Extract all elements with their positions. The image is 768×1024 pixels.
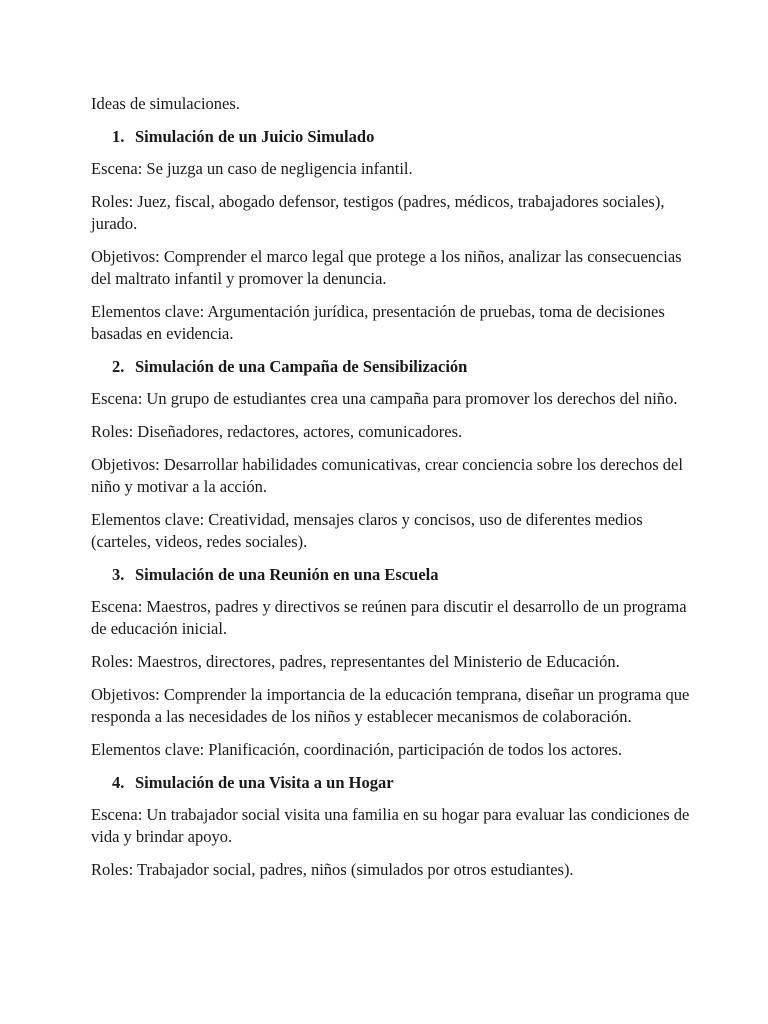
key-elements-paragraph: Elementos clave: Argumentación jurídica, presentación de pruebas, toma de decisiones basadas en evidencia.: [91, 302, 665, 343]
section-number: 2.: [112, 357, 125, 376]
section-title: Simulación de un Juicio Simulado: [135, 127, 375, 146]
roles-paragraph: Roles: Maestros, directores, padres, representantes del Ministerio de Educación.: [91, 652, 620, 671]
section-number: 4.: [112, 773, 125, 792]
scene-paragraph: Escena: Se juzga un caso de negligencia infantil.: [91, 159, 413, 178]
section-title: Simulación de una Reunión en una Escuela: [135, 565, 439, 584]
section-2: [91, 356, 691, 553]
scene-paragraph: Escena: Un grupo de estudiantes crea una campaña para promover los derechos del niño.: [91, 389, 678, 408]
objectives-paragraph: Objetivos: Desarrollar habilidades comunicativas, crear conciencia sobre los derechos del niño y motivar a la acción.: [91, 455, 683, 496]
section-heading: [91, 772, 691, 794]
section-heading: [91, 564, 691, 586]
section-number: 1.: [112, 127, 125, 146]
section-heading: [91, 356, 691, 378]
roles-paragraph: Roles: Trabajador social, padres, niños (simulados por otros estudiantes).: [91, 860, 574, 879]
objectives-paragraph: Objetivos: Comprender la importancia de la educación temprana, diseñar un programa que responda a las necesidades de los niños y establecer mecanismos de colaboración.: [91, 685, 690, 726]
roles-paragraph: Roles: Juez, fiscal, abogado defensor, testigos (padres, médicos, trabajadores sociales), jurado.: [91, 192, 665, 233]
section-1: [91, 126, 691, 345]
section-3: [91, 564, 691, 761]
intro-text: Ideas de simulaciones.: [91, 94, 240, 113]
objectives-paragraph: Objetivos: Comprender el marco legal que protege a los niños, analizar las consecuencias del maltrato infantil y promover la denuncia.: [91, 247, 682, 288]
section-4: [91, 772, 691, 881]
roles-paragraph: Roles: Diseñadores, redactores, actores, comunicadores.: [91, 422, 463, 441]
key-elements-paragraph: Elementos clave: Creatividad, mensajes claros y concisos, uso de diferentes medios (carteles, videos, redes sociales).: [91, 510, 643, 551]
document-body: [91, 93, 691, 892]
section-title: Simulación de una Visita a un Hogar: [135, 773, 394, 792]
section-title: Simulación de una Campaña de Sensibilización: [135, 357, 468, 376]
scene-paragraph: Escena: Maestros, padres y directivos se reúnen para discutir el desarrollo de un programa de educación inicial.: [91, 597, 687, 638]
key-elements-paragraph: Elementos clave: Planificación, coordinación, participación de todos los actores.: [91, 740, 623, 759]
scene-paragraph: Escena: Un trabajador social visita una familia en su hogar para evaluar las condiciones de vida y brindar apoyo.: [91, 805, 690, 846]
section-number: 3.: [112, 565, 125, 584]
section-heading: [91, 126, 691, 148]
